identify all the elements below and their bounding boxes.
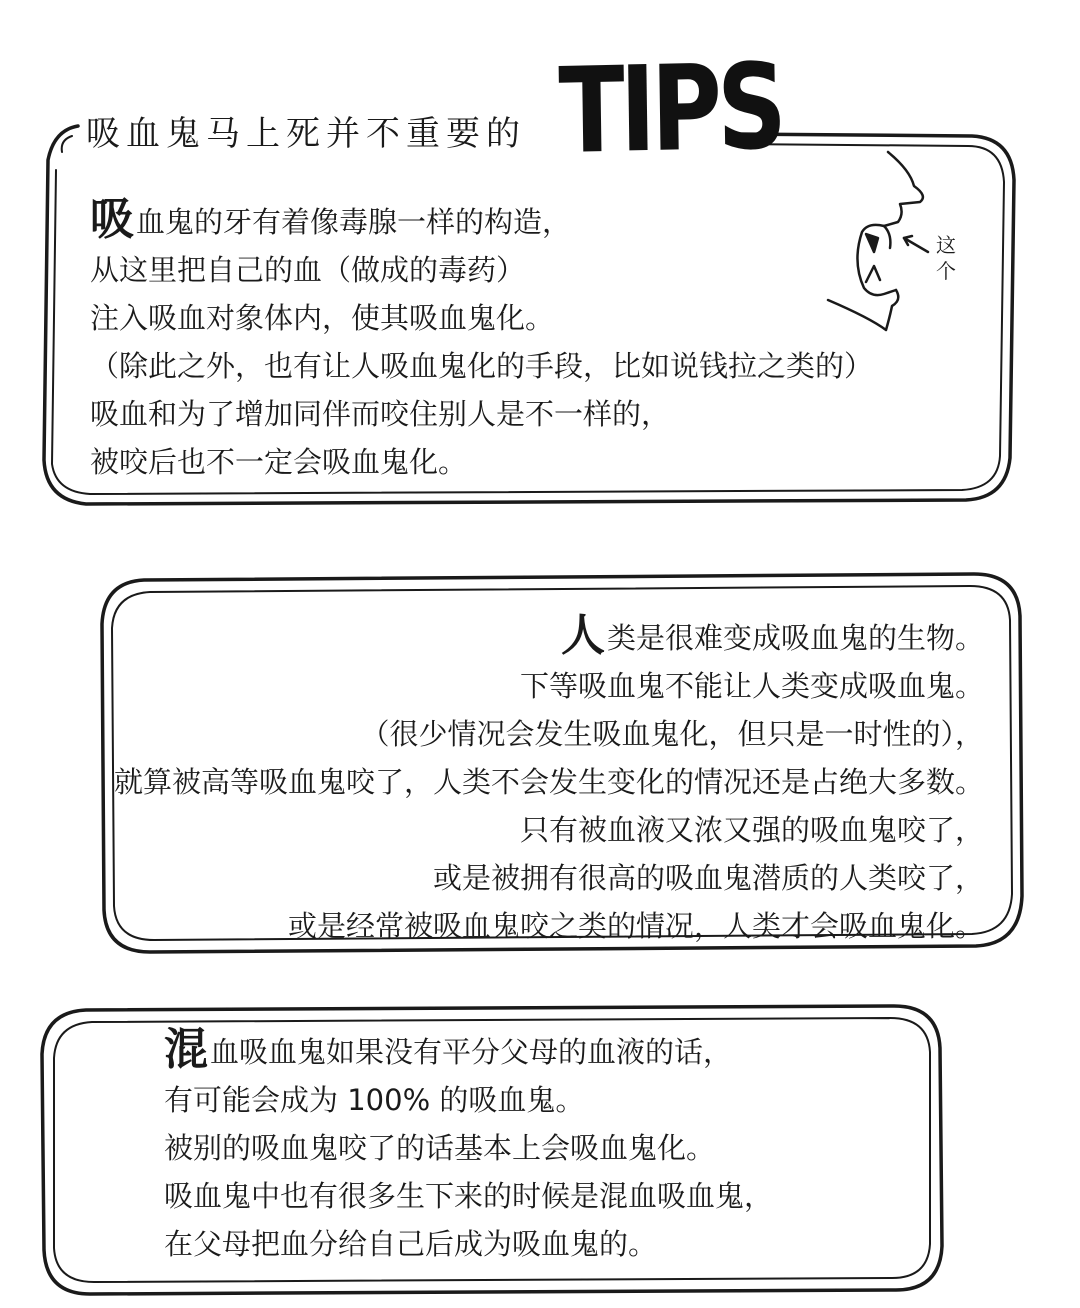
tip-1-line-4: （除此之外，也有让人吸血鬼化的手段，比如说钱拉之类的）	[90, 349, 874, 383]
tip-2-line-6: 或是被拥有很高的吸血鬼潜质的人类咬了，	[432, 861, 984, 895]
tip-1-line-5: 吸血和为了增加同伴而咬住别人是不一样的，	[90, 397, 671, 431]
tip-3-text	[164, 1026, 773, 1268]
tip-2-line-7: 或是经常被吸血鬼咬之类的情况，人类才会吸血鬼化。	[287, 909, 984, 943]
tip-2-text	[114, 612, 984, 950]
header-subtitle: 吸血鬼马上死并不重要的	[86, 114, 526, 154]
tip-2-line-4: 就算被高等吸血鬼咬了，人类不会发生变化的情况还是占绝大多数。	[113, 765, 984, 799]
tip-3-line-3: 被别的吸血鬼咬了的话基本上会吸血鬼化。	[164, 1131, 716, 1165]
tip-1-line-1: 吸血鬼的牙有着像毒腺一样的构造，	[90, 194, 572, 245]
tip-2-line-2: 下等吸血鬼不能让人类变成吸血鬼。	[519, 669, 984, 703]
illustration-label: 这个	[936, 233, 956, 283]
tip-1-line-3: 注入吸血对象体内，使其吸血鬼化。	[90, 301, 555, 335]
tip-3-line-5: 在父母把血分给自己后成为吸血鬼的。	[164, 1227, 658, 1261]
tip-3-line-4: 吸血鬼中也有很多生下来的时候是混血吸血鬼，	[164, 1179, 774, 1213]
tip-1-line-2: 从这里把自己的血（做成的毒药）	[90, 253, 526, 287]
tip-3-line-1: 混血吸血鬼如果没有平分父母的血液的话，	[164, 1024, 733, 1075]
tip-3-drop-char: 混	[164, 1024, 208, 1075]
tip-2-drop-char: 人	[560, 610, 605, 661]
tip-2-line-3: （很少情况会发生吸血鬼化，但只是一时性的），	[360, 717, 984, 751]
tip-1-line-6: 被咬后也不一定会吸血鬼化。	[90, 445, 468, 479]
tip-3-line-2: 有可能会成为 100% 的吸血鬼。	[164, 1083, 585, 1117]
tip-2-line-5: 只有被血液又浓又强的吸血鬼咬了，	[519, 813, 984, 847]
tip-1-drop-char: 吸	[90, 194, 134, 245]
tip-1-text	[90, 196, 873, 486]
tips-logo: TIPS	[557, 37, 783, 180]
tip-2-line-1: 人类是很难变成吸血鬼的生物。	[560, 610, 984, 661]
